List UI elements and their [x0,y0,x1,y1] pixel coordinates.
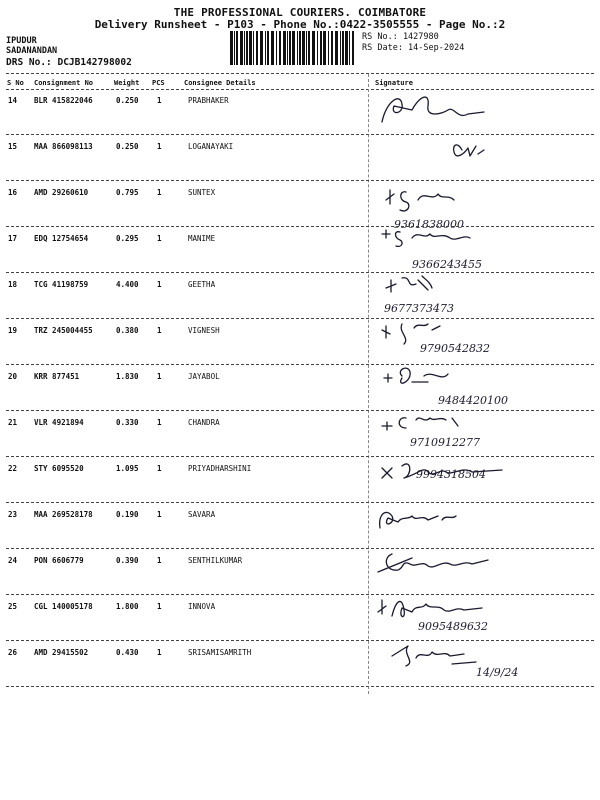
row-weight: 0.380 [116,326,139,335]
table-row [0,550,600,594]
column-header-consignment: Consignment No [34,79,94,87]
drs-number: DRS No.: DCJB142798002 [6,57,132,68]
row-pieces: 1 [157,96,162,105]
barcode-bar [292,31,295,65]
row-divider [6,686,594,687]
column-header-weight: Weight [114,79,140,87]
signature-stroke [392,646,476,666]
signature-stroke [378,600,482,617]
rs-date: RS Date: 14-Sep-2024 [362,43,465,53]
row-consignee-name: CHANDRA [188,418,220,427]
row-weight: 0.390 [116,556,139,565]
row-serial-number: 16 [8,188,18,197]
table-row [0,90,600,134]
row-pieces: 1 [157,372,162,381]
row-consignee-name: SUNTEX [188,188,216,197]
row-consignee-name: SRISAMISAMRITH [188,648,252,657]
row-consignment-number: MAA 269528178 [34,510,93,519]
barcode-bar [331,31,333,65]
row-weight: 1.095 [116,464,139,473]
barcode-bar [276,31,277,65]
barcode-bar [283,31,286,65]
row-serial-number: 17 [8,234,18,243]
signature-stroke [382,324,440,344]
signature-handwritten-number: 9994318504 [416,468,486,481]
row-pieces: 1 [157,556,162,565]
row-serial-number: 21 [8,418,18,427]
row-serial-number: 26 [8,648,18,657]
barcode-bar [287,31,288,65]
row-pieces: 1 [157,280,162,289]
row-consignee-name: SENTHILKUMAR [188,556,243,565]
row-consignee-name: GEETHA [188,280,216,289]
barcode-bar [302,31,305,65]
table-row [0,182,600,231]
signature-handwritten-number: 9677373473 [384,302,454,315]
barcode-bar [234,31,235,65]
barcode-image [230,31,354,65]
row-consignee-name: PRIYADHARSHINI [188,464,252,473]
barcode-bar [317,31,318,65]
row-consignment-number: AMD 29415502 [34,648,89,657]
signature-stroke [378,554,488,572]
row-serial-number: 23 [8,510,18,519]
row-serial-number: 24 [8,556,18,565]
row-serial-number: 15 [8,142,18,151]
barcode-bar [256,31,258,65]
row-consignment-number: TCG 41198759 [34,280,89,289]
table-row [0,228,600,272]
row-serial-number: 20 [8,372,18,381]
table-row [0,504,600,548]
barcode-bar [349,31,350,65]
row-weight: 1.800 [116,602,139,611]
row-consignment-number: EDQ 12754654 [34,234,89,243]
header-divider-top [6,73,594,74]
barcode-bar [340,31,341,65]
barcode-bar [306,31,307,65]
signature-stroke [382,230,470,246]
barcode-bar [279,31,281,65]
signature-stroke [454,145,484,156]
table-row [0,366,600,410]
column-header-sno: S No [7,79,24,87]
signature-handwritten-number: 9095489632 [418,620,488,633]
signature-stroke [382,97,484,122]
row-consignment-number: VLR 4921894 [34,418,84,427]
signature-handwritten-number: 9484420100 [438,394,508,407]
row-pieces: 1 [157,234,162,243]
row-pieces: 1 [157,142,162,151]
row-consignee-name: PRABHAKER [188,96,229,105]
signature-handwritten-number: 9790542832 [420,342,490,355]
barcode-bar [265,31,266,65]
row-weight: 0.250 [116,96,139,105]
row-consignment-number: PON 6606779 [34,556,84,565]
staff-name: SADANANDAN [6,46,58,56]
barcode-bar [342,31,344,65]
signature-handwritten-number: 9710912277 [410,436,480,449]
table-row [0,136,600,180]
row-pieces: 1 [157,464,162,473]
barcode-bar [267,31,269,65]
column-header-consignee: Consignee Details [184,79,256,87]
signature-handwritten-number: 9366243455 [412,258,482,271]
barcode-bar [249,31,252,65]
row-pieces: 1 [157,326,162,335]
row-weight: 4.400 [116,280,139,289]
barcode-bar [320,31,322,65]
barcode-bar [312,31,315,65]
row-consignment-number: MAA 866098113 [34,142,93,151]
row-weight: 1.830 [116,372,139,381]
row-serial-number: 22 [8,464,18,473]
row-weight: 0.430 [116,648,139,657]
barcode-bar [352,31,354,65]
barcode-bar [328,31,329,65]
barcode-bar [236,31,238,65]
branch-name: IPUDUR [6,36,37,46]
barcode-bar [297,31,298,65]
row-consignment-number: STY 6095520 [34,464,84,473]
signature-stroke [384,368,448,383]
table-row [0,596,600,640]
barcode-bar [230,31,233,65]
row-consignee-name: SAVARA [188,510,216,519]
row-consignment-number: KRR 877451 [34,372,80,381]
row-serial-number: 18 [8,280,18,289]
row-weight: 0.795 [116,188,139,197]
row-weight: 0.250 [116,142,139,151]
table-row [0,274,600,318]
rs-number: RS No.: 1427980 [362,32,439,42]
row-consignee-name: LOGANAYAKI [188,142,234,151]
barcode-bar [308,31,310,65]
barcode-bar [271,31,274,65]
row-consignee-name: VIGNESH [188,326,220,335]
row-consignment-number: AMD 29260610 [34,188,89,197]
row-pieces: 1 [157,648,162,657]
barcode-bar [299,31,301,65]
barcode-bar [323,31,326,65]
barcode-bar [253,31,254,65]
barcode-bar [240,31,243,65]
row-pieces: 1 [157,188,162,197]
row-consignee-name: MANIME [188,234,216,243]
barcode-bar [345,31,348,65]
row-serial-number: 14 [8,96,18,105]
table-row [0,320,600,364]
signature-stroke [382,418,458,430]
page-subtitle: Delivery Runsheet - P103 - Phone No.:0422-3505555 - Page No.:2 [94,18,506,31]
column-header-signature: Signature [375,79,413,87]
row-weight: 0.190 [116,510,139,519]
row-consignment-number: TRZ 245004455 [34,326,93,335]
signature-stroke [386,190,454,211]
row-weight: 0.295 [116,234,139,243]
signature-stroke [380,512,456,528]
table-row [0,412,600,456]
row-weight: 0.330 [116,418,139,427]
row-consignee-name: INNOVA [188,602,216,611]
row-consignee-name: JAYABOL [188,372,220,381]
barcode-bar [246,31,248,65]
barcode-bar [244,31,245,65]
row-pieces: 1 [157,418,162,427]
barcode-bar [289,31,291,65]
table-row [0,458,600,502]
row-consignment-number: CGL 140005178 [34,602,93,611]
signature-image [372,636,596,692]
column-header-pcs: PCS [152,79,165,87]
signature-handwritten-number: 14/9/24 [476,666,519,679]
barcode-bar [260,31,263,65]
row-serial-number: 19 [8,326,18,335]
row-pieces: 1 [157,510,162,519]
page-title: THE PROFESSIONAL COURIERS. COIMBATORE [173,6,427,19]
table-row [0,642,600,686]
barcode-bar [335,31,338,65]
row-serial-number: 25 [8,602,18,611]
row-consignment-number: BLR 415822046 [34,96,93,105]
signature-stroke [386,276,432,292]
signature-handwritten-number: 9361838000 [394,218,464,231]
row-pieces: 1 [157,602,162,611]
